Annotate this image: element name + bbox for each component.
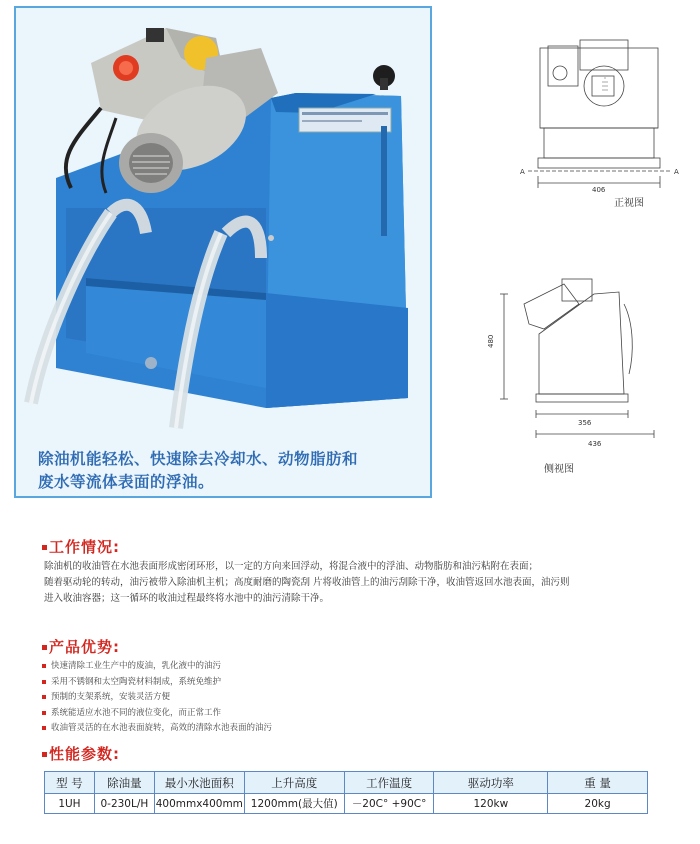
cell-capacity: 0-230L/H <box>94 794 154 814</box>
section-mark-right: A <box>674 168 679 176</box>
advantage-item: 预制的支架系统，安装灵活方便 <box>42 690 272 706</box>
work-line-2: 随着驱动轮的转动，油污被带入除油机主机；高度耐磨的陶瓷刮 片将收油管上的油污刮除干净，收油管返回水池表面，油污则 <box>44 577 570 588</box>
header-weight: 重 量 <box>548 772 648 794</box>
advantage-item: 系统能适应水池不同的液位变化，而正常工作 <box>42 706 272 722</box>
product-caption <box>38 448 418 494</box>
caption-line-2: 废水等流体表面的浮油。 <box>38 473 215 491</box>
header-min-area: 最小水池面积 <box>154 772 244 794</box>
advantage-item: 采用不锈钢和太空陶瓷材料制成，系统免维护 <box>42 675 272 691</box>
advantage-item: 收油管灵活的在水池表面旋转，高效的清除水池表面的油污 <box>42 721 272 737</box>
side-view-label: 侧视图 <box>544 464 574 475</box>
side-view-drawing <box>484 264 674 454</box>
spec-header-row <box>45 772 648 794</box>
work-line-3: 进入收油容器；这一循环的收油过程最终将水池中的油污清除干净。 <box>44 593 330 604</box>
header-power: 驱动功率 <box>434 772 548 794</box>
work-section-title: 工作情况: <box>42 536 120 557</box>
cell-temperature: －20C° +90C° <box>344 794 434 814</box>
side-base-dim: 356 <box>578 419 592 427</box>
header-temperature: 工作温度 <box>344 772 434 794</box>
cell-model: 1UH <box>45 794 95 814</box>
header-capacity: 除油量 <box>94 772 154 794</box>
cell-weight: 20kg <box>548 794 648 814</box>
performance-section-title: 性能参数: <box>42 743 120 764</box>
spec-table <box>44 771 648 814</box>
section-mark-left: A <box>520 168 525 176</box>
product-photo-panel <box>14 6 432 498</box>
oil-skimmer-photo <box>16 8 430 496</box>
work-description <box>44 559 644 607</box>
cell-min-area: 400mmx400mm <box>154 794 244 814</box>
advantages-list <box>42 659 272 737</box>
advantages-section-title: 产品优势: <box>42 636 120 657</box>
advantage-item: 快速清除工业生产中的废油，乳化液中的油污 <box>42 659 272 675</box>
front-view-label: 正视图 <box>614 198 644 209</box>
cell-power: 120kw <box>434 794 548 814</box>
side-total-dim: 436 <box>588 440 602 448</box>
caption-line-1: 除油机能轻松、快速除去冷却水、动物脂肪和 <box>38 450 359 468</box>
header-lift-height: 上升高度 <box>244 772 344 794</box>
spec-data-row <box>45 794 648 814</box>
front-view-drawing <box>518 28 688 218</box>
front-width-dim: 406 <box>592 186 606 194</box>
side-height-dim: 480 <box>487 334 495 348</box>
work-line-1: 除油机的收油管在水池表面形成密闭环形，以一定的方向来回浮动，将混合液中的浮油、动物脂肪和油污粘附在表面； <box>44 561 539 572</box>
cell-lift-height: 1200mm(最大值) <box>244 794 344 814</box>
header-model: 型 号 <box>45 772 95 794</box>
